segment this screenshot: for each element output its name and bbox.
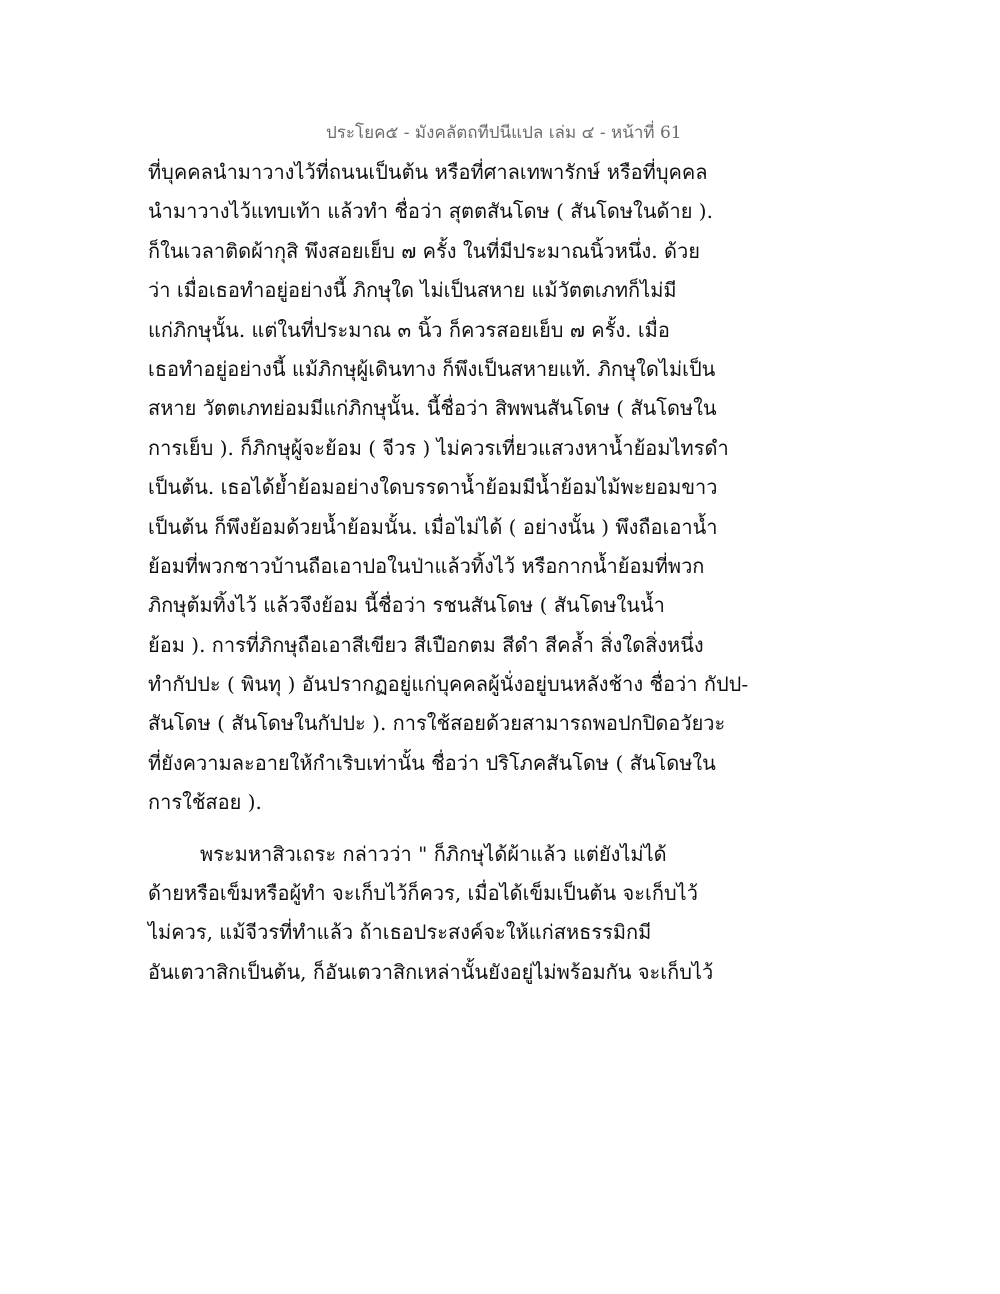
text-line: อันเตวาสิกเป็นต้น, ก็อันเตวาสิกเหล่านั้นยังอยู่ไม่พร้อมกัน จะเก็บไว้	[148, 959, 714, 984]
paragraph	[148, 835, 868, 993]
text-line: ที่ยังความละอายให้กำเริบเท่านั้น ชื่อว่า ปริโภคสันโดษ ( สันโดษใน	[148, 750, 716, 775]
text-line: เธอทำอยู่อย่างนี้ แม้ภิกษุผู้เดินทาง ก็พึงเป็นสหายแท้. ภิกษุใดไม่เป็น	[148, 356, 716, 381]
text-line: ย้อม ). การที่ภิกษุถือเอาสีเขียว สีเปือกตม สีดำ สีคล้ำ สิ่งใดสิ่งหนึ่ง	[148, 632, 704, 657]
text-line: ไม่ควร, แม้จีวรที่ทำแล้ว ถ้าเธอประสงค์จะให้แก่สหธรรมิกมี	[148, 920, 652, 945]
text-line: ว่า เมื่อเธอทำอยู่อย่างนี้ ภิกษุใด ไม่เป็นสหาย แม้วัตตเภทก็ไม่มี	[148, 278, 677, 303]
text-line: สันโดษ ( สันโดษในกัปปะ ). การใช้สอยด้วยสามารถพอปกปิดอวัยวะ	[148, 711, 726, 736]
text-line: ภิกษุต้มทิ้งไว้ แล้วจึงย้อม นี้ชื่อว่า รชนสันโดษ ( สันโดษในน้ำ	[148, 593, 665, 618]
text-line: การเย็บ ). ก็ภิกษุผู้จะย้อม ( จีวร ) ไม่ควรเที่ยวแสวงหาน้ำย้อมไทรดำ	[148, 435, 729, 460]
body-text	[148, 153, 868, 992]
text-line: ย้อมที่พวกชาวบ้านถือเอาปอในป่าแล้วทิ้งไว้ หรือกากน้ำย้อมที่พวก	[148, 553, 705, 578]
text-line: เป็นต้น. เธอได้ย้ำย้อมอย่างใดบรรดาน้ำย้อมมีน้ำย้อมไม้พะยอมขาว	[148, 475, 718, 500]
text-line: สหาย วัตตเภทย่อมมีแก่ภิกษุนั้น. นี้ชื่อว่า สิพพนสันโดษ ( สันโดษใน	[148, 396, 717, 421]
text-line: พระมหาสิวเถระ กล่าวว่า " ก็ภิกษุได้ผ้าแล้ว แต่ยังไม่ได้	[200, 841, 667, 866]
text-line: เป็นต้น ก็พึงย้อมด้วยน้ำย้อมนั้น. เมื่อไม่ได้ ( อย่างนั้น ) พึงถือเอาน้ำ	[148, 514, 718, 539]
paragraph	[148, 153, 868, 823]
text-line: การใช้สอย ).	[148, 790, 262, 815]
text-line: ทำกัปปะ ( พินทุ ) อันปรากฏอยู่แก่บุคคลผู้นั่งอยู่บนหลังช้าง ชื่อว่า กัปป-	[148, 672, 749, 697]
text-line: ที่บุคคลนำมาวางไว้ที่ถนนเป็นต้น หรือที่ศาลเทพารักษ์ หรือที่บุคคล	[148, 160, 708, 184]
text-line: แก่ภิกษุนั้น. แต่ในที่ประมาณ ๓ นิ้ว ก็ควรสอยเย็บ ๗ ครั้ง. เมื่อ	[148, 317, 670, 342]
running-header: ประโยค๕ - มังคลัตถทีปนีแปล เล่ม ๔ - หน้าที่ 61	[326, 123, 682, 143]
text-line: ด้ายหรือเข็มหรือผู้ทำ จะเก็บไว้ก็ควร, เมื่อได้เข็มเป็นต้น จะเก็บไว้	[148, 881, 698, 906]
text-line: ก็ในเวลาติดผ้ากุสิ พึงสอยเย็บ ๗ ครั้ง ในที่มีประมาณนิ้วหนึ่ง. ด้วย	[148, 238, 700, 263]
text-line: นำมาวางไว้แทบเท้า แล้วทำ ชื่อว่า สุตตสันโดษ ( สันโดษในด้าย ).	[148, 199, 713, 224]
